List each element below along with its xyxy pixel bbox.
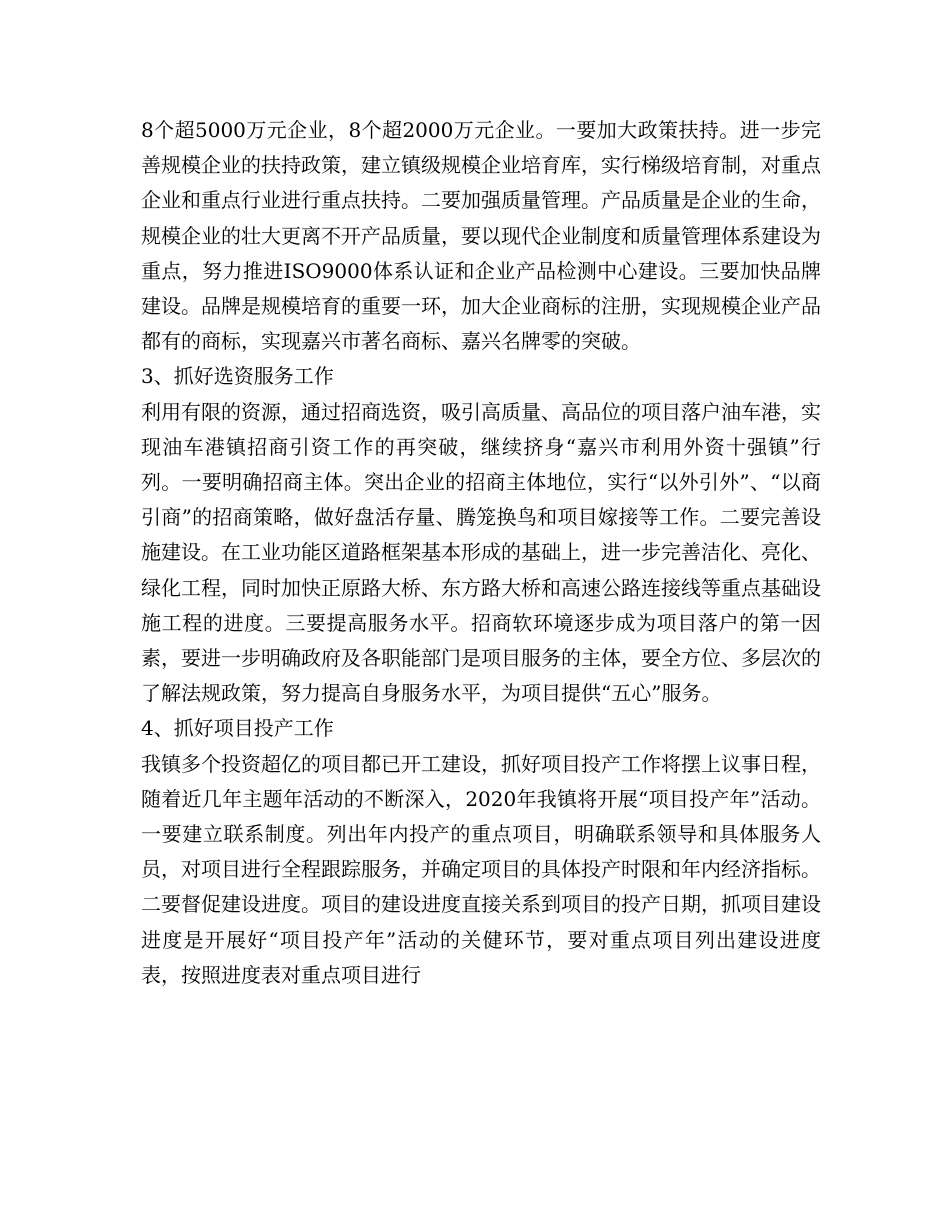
body-paragraph-3: 我镇多个投资超亿的项目都已开工建设，抓好项目投产工作将摆上议事日程，随着近几年主题年活动的不断深入，2020年我镇将开展“项目投产年”活动。一要建立联系制度。列出年内投产的重点项目，明确联系领导和具体服务人员，对项目进行全程跟踪服务，并确定项目的具体投产时限和年内经济指标。二要督促建设进度。项目的建设进度直接关系到项目的投产日期，抓项目建设进度是开展好“项目投产年”活动的关健环节，要对重点项目列出建设进度表，按照进度表对重点项目进行 xyxy=(141,751,821,987)
document-page xyxy=(141,113,821,993)
section-heading-4: 4、抓好项目投产工作 xyxy=(141,716,334,741)
body-paragraph-1: 8个超5000万元企业，8个超2000万元企业。一要加大政策扶持。进一步完善规模企业的扶持政策，建立镇级规模企业培育库，实行梯级培育制，对重点企业和重点行业进行重点扶持。二要加强质量管理。产品质量是企业的生命，规模企业的壮大更离不开产品质量，要以现代企业制度和质量管理体系建设为重点，努力推进ISO9000体系认证和企业产品检测中心建设。三要加快品牌建设。品牌是规模培育的重要一环，加大企业商标的注册，实现规模企业产品都有的商标，实现嘉兴市著名商标、嘉兴名牌零的突破。 xyxy=(141,118,821,354)
section-heading-3: 3、抓好选资服务工作 xyxy=(141,364,334,389)
body-paragraph-2: 利用有限的资源，通过招商选资，吸引高质量、高品位的项目落户油车港，实现油车港镇招商引资工作的再突破，继续挤身“嘉兴市利用外资十强镇”行列。一要明确招商主体。突出企业的招商主体地位，实行“以外引外”、“以商引商”的招商策略，做好盘活存量、腾笼换鸟和项目嫁接等工作。二要完善设施建设。在工业功能区道路框架基本形成的基础上，进一步完善洁化、亮化、绿化工程，同时加快正原路大桥、东方路大桥和高速公路连接线等重点基础设施工程的进度。三要提高服务水平。招商软环境逐步成为项目落户的第一因素，要进一步明确政府及各职能部门是项目服务的主体，要全方位、多层次的了解法规政策，努力提高自身服务水平，为项目提供“五心”服务。 xyxy=(141,399,821,706)
